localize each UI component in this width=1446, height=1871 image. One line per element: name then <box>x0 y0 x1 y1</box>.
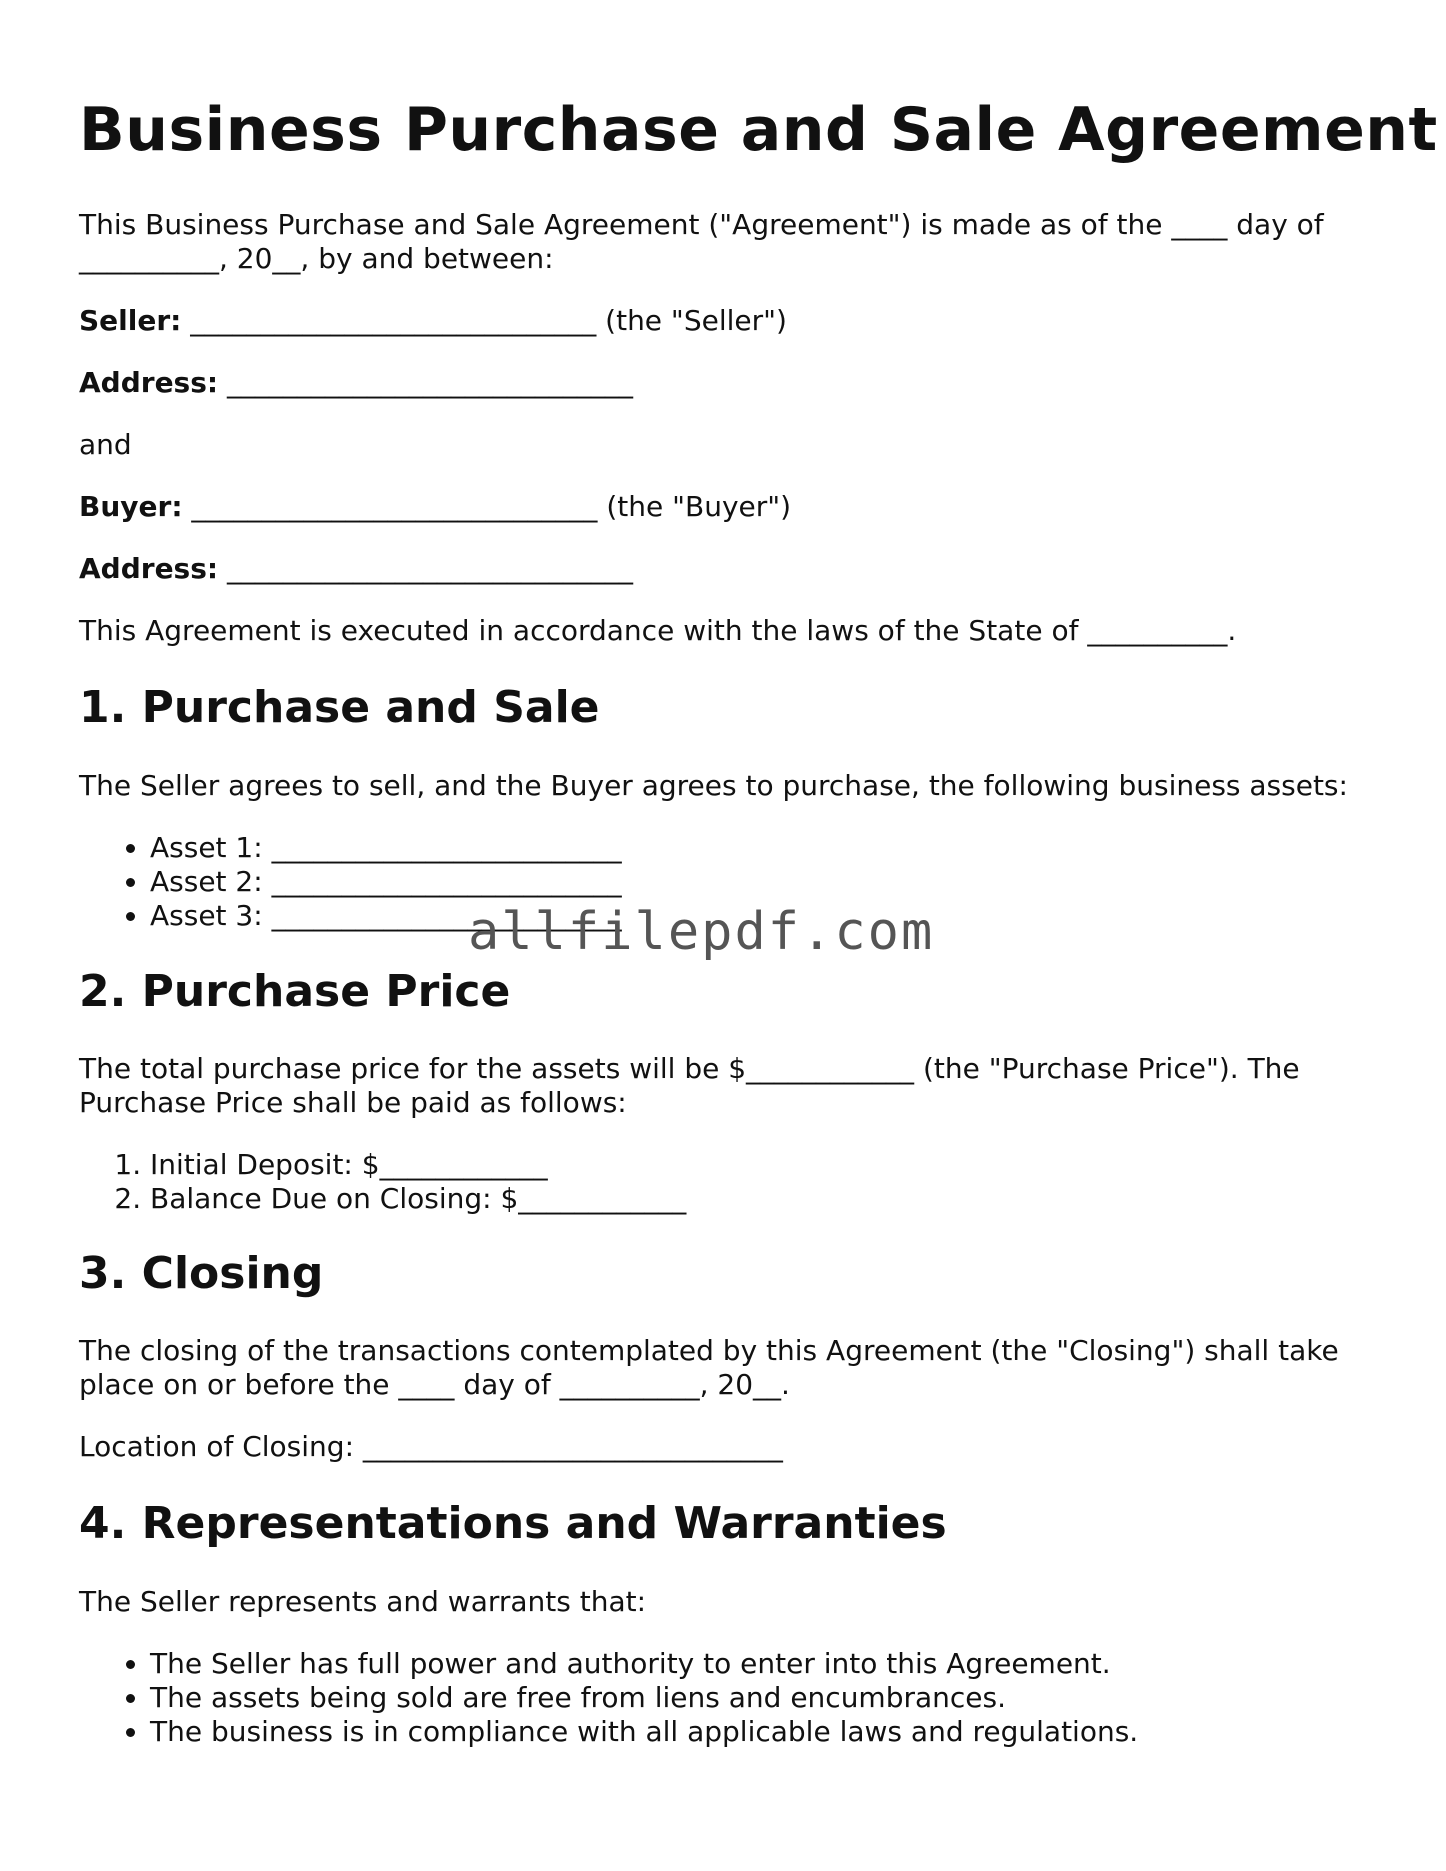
payment-list <box>79 1148 686 1216</box>
list-item: • Asset 2: _________________________ <box>150 865 622 899</box>
seller-address-line <box>79 366 633 400</box>
list-item: • Asset 3: _________________________ <box>150 899 622 933</box>
section-4-text: The Seller represents and warrants that: <box>79 1585 647 1618</box>
section-1-heading: 1. Purchase and Sale <box>79 682 600 733</box>
intro-line-2: __________, 20__, by and between: <box>79 242 554 275</box>
list-item: • Asset 1: _________________________ <box>150 831 622 865</box>
section-1-text: The Seller agrees to sell, and the Buyer agrees to purchase, the following business assets: <box>79 769 1348 802</box>
intro-line-1: This Business Purchase and Sale Agreement ("Agreement") is made as of the ____ day of <box>79 208 1324 241</box>
buyer-label: Buyer: <box>79 490 183 523</box>
watermark: allfilepdf.com <box>468 902 935 962</box>
seller-field: _____________________________ (the "Seller") <box>181 304 787 337</box>
governing-law-text: This Agreement is executed in accordance with the laws of the State of __________. <box>79 614 1237 647</box>
warranty-list <box>79 1647 1138 1749</box>
buyer-address-label: Address: <box>79 552 219 585</box>
buyer-field: _____________________________ (the "Buyer") <box>182 490 792 523</box>
seller-address-label: Address: <box>79 366 219 399</box>
buyer-address-line <box>79 552 633 586</box>
seller-label: Seller: <box>79 304 182 337</box>
list-item: • The assets being sold are free from liens and encumbrances. <box>150 1681 1138 1715</box>
closing-location: Location of Closing: ______________________________ <box>79 1430 783 1463</box>
and-text: and <box>79 428 132 461</box>
list-item: • The business is in compliance with all applicable laws and regulations. <box>150 1715 1138 1749</box>
section-3-text-line-2: place on or before the ____ day of __________, 20__. <box>79 1368 790 1401</box>
list-item: • The Seller has full power and authority to enter into this Agreement. <box>150 1647 1138 1681</box>
list-item: 1. Initial Deposit: $____________ <box>150 1148 686 1182</box>
section-4-heading: 4. Representations and Warranties <box>79 1498 947 1549</box>
seller-line <box>79 304 787 338</box>
seller-address-field: _____________________________ <box>218 366 633 399</box>
buyer-address-field: _____________________________ <box>218 552 633 585</box>
section-2-heading: 2. Purchase Price <box>79 966 511 1017</box>
buyer-line <box>79 490 791 524</box>
list-item: 2. Balance Due on Closing: $____________ <box>150 1182 686 1216</box>
section-2-text-line-2: Purchase Price shall be paid as follows: <box>79 1086 627 1119</box>
section-3-text-line-1: The closing of the transactions contemplated by this Agreement (the "Closing") shall take <box>79 1334 1339 1367</box>
section-2-text-line-1: The total purchase price for the assets will be $____________ (the "Purchase Price"). The <box>79 1052 1300 1085</box>
section-3-heading: 3. Closing <box>79 1248 324 1299</box>
document-title: Business Purchase and Sale Agreement <box>79 95 1438 165</box>
